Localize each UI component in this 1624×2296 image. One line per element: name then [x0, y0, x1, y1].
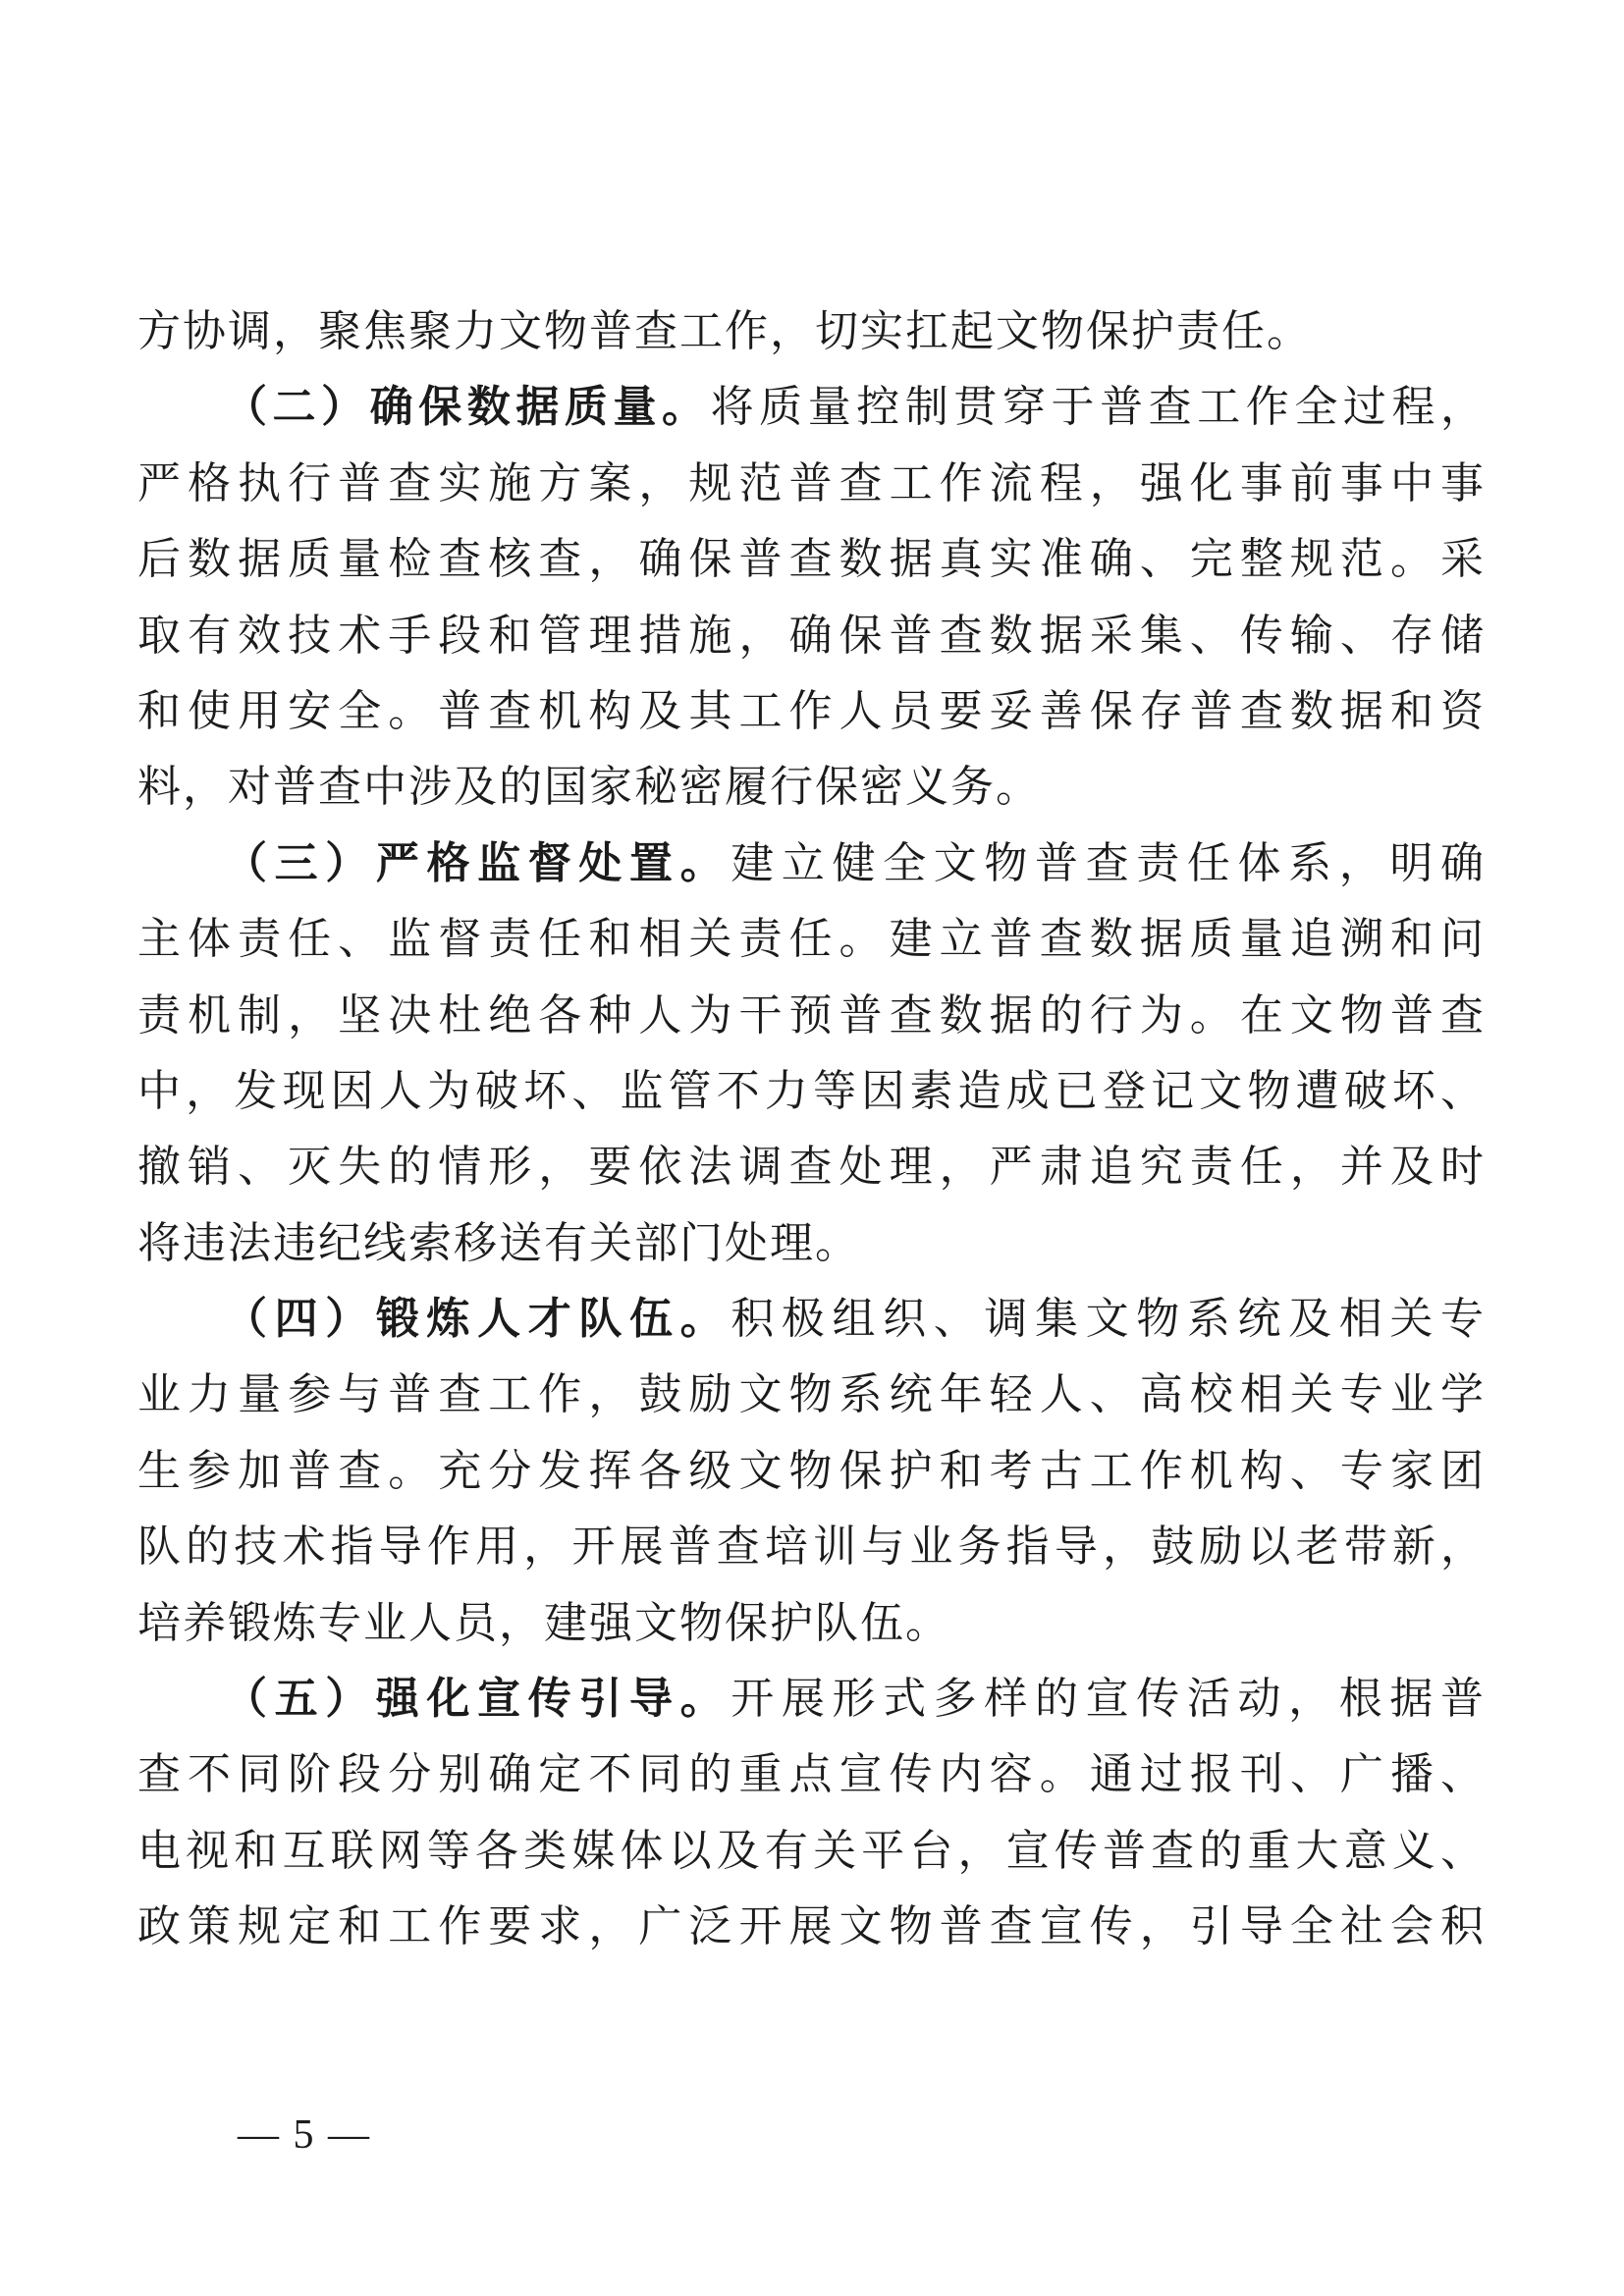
- line-text: 将违法违纪线索移送有关部门处理。: [137, 1218, 860, 1267]
- page-number: — 5 —: [238, 2112, 371, 2158]
- text-line: [137, 1889, 1486, 1964]
- line-text: 政策规定和工作要求，广泛开展文物普查宣传，引导全社会积: [137, 1902, 1486, 1951]
- line-text: 将质量控制贯穿于普查工作全过程，: [710, 383, 1487, 432]
- text-line: [137, 1281, 1486, 1357]
- section-heading: （四）锻炼人才队伍。: [224, 1295, 731, 1344]
- line-text: 开展形式多样的宣传活动，根据普: [731, 1675, 1486, 1724]
- text-line: [137, 1585, 1486, 1661]
- line-text: 料，对普查中涉及的国家秘密履行保密义务。: [137, 763, 1041, 812]
- document-body: [137, 294, 1486, 1965]
- line-text: 业力量参与普查工作，鼓励文物系统年轻人、高校相关专业学: [137, 1370, 1486, 1419]
- line-text: 队的技术指导作用，开展普查培训与业务指导，鼓励以老带新，: [137, 1522, 1486, 1572]
- line-text: 中，发现因人为破坏、监管不力等因素造成已登记文物遭破坏、: [137, 1066, 1486, 1115]
- line-text: 责机制，坚决杜绝各种人为干预普查数据的行为。在文物普查: [137, 990, 1486, 1040]
- text-line: [137, 1053, 1486, 1129]
- section-heading: （二）确保数据质量。: [224, 383, 711, 432]
- line-text: 电视和互联网等各类媒体以及有关平台，宣传普查的重大意义、: [137, 1826, 1486, 1875]
- text-line: [137, 1129, 1486, 1204]
- text-line: [137, 673, 1486, 749]
- line-text: 建立健全文物普查责任体系，明确: [731, 838, 1486, 887]
- line-text: 积极组织、调集文物系统及相关专: [731, 1295, 1486, 1344]
- line-text: 撤销、灭失的情形，要依法调查处理，严肃追究责任，并及时: [137, 1143, 1486, 1192]
- line-text: 严格执行普查实施方案，规范普查工作流程，强化事前事中事: [137, 458, 1486, 507]
- line-text: 后数据质量检查核查，确保普查数据真实准确、完整规范。采: [137, 535, 1486, 584]
- line-text: 取有效技术手段和管理措施，确保普查数据采集、传输、存储: [137, 611, 1486, 660]
- line-text: 培养锻炼专业人员，建强文物保护队伍。: [137, 1598, 950, 1647]
- text-line: [137, 1813, 1486, 1889]
- text-line: [137, 1433, 1486, 1509]
- text-line: [137, 446, 1486, 521]
- line-text: 生参加普查。充分发挥各级文物保护和考古工作机构、专家团: [137, 1446, 1486, 1495]
- line-text: 主体责任、监督责任和相关责任。建立普查数据质量追溯和问: [137, 915, 1486, 964]
- text-line: [137, 598, 1486, 673]
- text-line: [137, 369, 1486, 445]
- text-line: [137, 1357, 1486, 1432]
- text-line: [137, 901, 1486, 977]
- text-line: [137, 1661, 1486, 1736]
- text-line: [137, 826, 1486, 901]
- text-line: [137, 1509, 1486, 1584]
- line-text: 和使用安全。普查机构及其工作人员要妥善保存普查数据和资: [137, 686, 1486, 735]
- line-text: 方协调，聚焦聚力文物普查工作，切实扛起文物保护责任。: [137, 307, 1312, 355]
- text-line: [137, 294, 1486, 369]
- text-line: [137, 521, 1486, 597]
- section-heading: （三）严格监督处置。: [224, 838, 731, 887]
- text-line: [137, 978, 1486, 1053]
- section-heading: （五）强化宣传引导。: [224, 1675, 731, 1724]
- line-text: 查不同阶段分别确定不同的重点宣传内容。通过报刊、广播、: [137, 1750, 1486, 1799]
- text-line: [137, 1205, 1486, 1281]
- text-line: [137, 1736, 1486, 1812]
- text-line: [137, 749, 1486, 825]
